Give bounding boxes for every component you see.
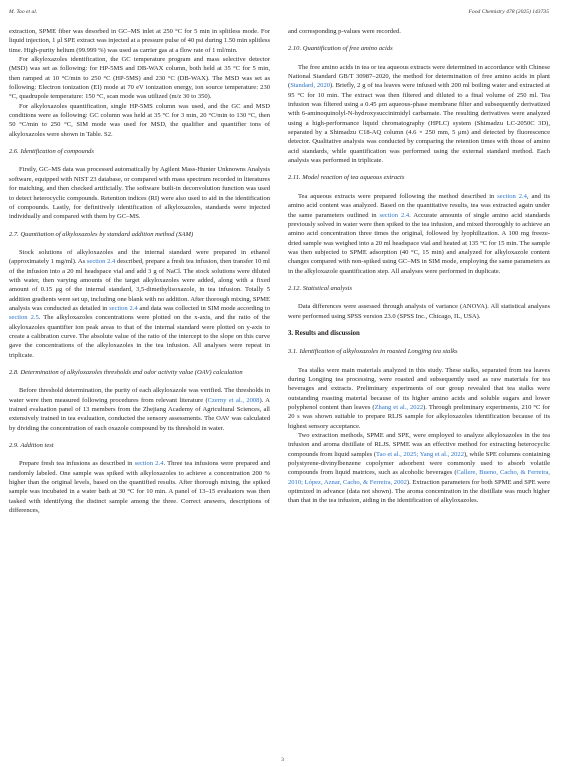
running-header-journal: Food Chemistry 478 (2025) 143735 xyxy=(468,9,549,15)
paragraph: Stock solutions of alkyloxazoles and the internal standard were prepared in ethanol (approximately 1 mg/ml). As section 2.4 described, prepare a fresh tea infusion, then transfer 10 ml of the infusion into a 20 ml headspace vial and add 3 g of NaCl. The stock solutions were diluted with water, then varying amounts of the target alkyloxazoles were added, along with a fixed amount of 0.15 μg of the internal standard, 3,5-dimethylisoxazole, in tea infusion. Totally 5 addition gradients were set up, including one blank with no addition. After thorough mixing, SPME analysis was conducted as detailed in section 2.4 and data was collected in SIM mode according to section 2.5. The alkyloxazoles concentrations were plotted on the x-axis, and the ratio of the alkyloxazoles quantifier ion peak areas to that of the internal standard were plotted on y-axis to create a calibration curve. The absolute value of the ratio of the intercept to the slope on this curve gave the concentrations of the alkyloxazoles in the tea infusion. All analyses were repeat in triplicate. xyxy=(9,248,270,359)
paragraph: Firstly, GC–MS data was processed automatically by Agilent Mass-Hunter Unknowns Analysis software, equipped with NIST 23 database, or compared with mass spectrum recorded in literatures for matching, and then checked artificially. The software built-in deconvolution function was used to detect heterocyclic compounds. Retention indices (RI) were also used to aid in the identification of compounds. Lastly, for definitively identification of alkyloxazoles, standards were injected individually and compared with them by GC–MS. xyxy=(9,166,270,221)
section-heading-2-8: 2.8. Determination of alkyloxazoles thresholds and odor activity value (OAV) calculation xyxy=(9,369,243,376)
citation-link[interactable]: Czerny et al., 2008 xyxy=(207,396,260,404)
section-link[interactable]: section 2.4 xyxy=(109,304,138,312)
paragraph: The free amino acids in tea or tea aqueous extracts were determined in accordance with Chinese National Standard GB/T 30987–2020, the method for determination of free amino acids in plant (Standard, 2020). Briefly, 2 g of tea leaves were infused with 200 ml boiling water and extracted at 95 °C for 10 min. The extract was then filtered and diluted to a final volume of 250 ml. Tea infusion was filtered using a 0.45 μm aqueous-phase membrane filter and subsequently derivatized with 6-aminoquinolyl-N-hydroxysuccinimidyl carbamate. The resulting derivatives were analyzed using a high-performance liquid chromatography (HPLC) system (Shimadzu LC-2050C 3D), separated by a Shimadzu C18-AQ column (4.6 × 250 mm, 5 μm) and detected by fluorescence detector. Qualitative analysis was conducted by comparing the retention times with those of amino acid standards, while quantification was performed using the external standard method. Each analysis was performed in triplicate. xyxy=(288,63,550,165)
section-link[interactable]: section 2.4 xyxy=(497,192,527,200)
citation-link[interactable]: Tao et al., 2025; Yang et al., 2022 xyxy=(376,450,464,458)
paragraph: Prepare fresh tea infusions as described in section 2.4. Three tea infusions were prepared and randomly labeled. One sample was spiked with alkyloxazoles to achieve a concentration 200 % higher than the original levels, based on the quantified results. After thorough mixing, the spiked sample was incubated in a water bath at 30 °C for 10 min. A panel of 13–15 evaluators was then tasked with identifying the distinct sample among the three. Correct answers, descriptions of differences, xyxy=(9,460,270,515)
page-number: 3 xyxy=(281,757,284,763)
paragraph: extraction, SPME fiber was desorbed in GC–MS inlet at 250 °C for 5 min in splitless mode. For liquid injection, 1 μl SPE extract was injected at a pressure pulse of 40 psi during 1.50 min splitless time. High-purity helium (99.999 %) was used as carrier gas at a flow rate of 1 ml/min. xyxy=(9,28,270,54)
section-link[interactable]: section 2.5 xyxy=(9,314,39,322)
section-heading-2-9: 2.9. Addition test xyxy=(9,442,54,450)
section-heading-2-7: 2.7. Quantitation of alkyloxazoles by standard addition method (SAM) xyxy=(9,230,194,238)
section-heading-2-10: 2.10. Quantification of free amino acids xyxy=(288,45,393,53)
section-link[interactable]: section 2.4 xyxy=(86,258,116,266)
section-heading-3-1: 3.1. Identification of alkyloxazoles in roasted Longjing tea stalks xyxy=(288,348,458,356)
left-column xyxy=(9,27,270,515)
running-header-authors: M. Tao et al. xyxy=(9,9,38,15)
section-heading-2-11: 2.11. Model reaction of tea aqueous extracts xyxy=(288,174,405,182)
section-heading-3: 3. Results and discussion xyxy=(288,329,360,337)
paragraph: For alkyloxazoles identification, the GC temperature program and mass selective detector (MSD) was set as following: for HP-5MS and DB-WAX column, both held at 35 °C for 5 min, then ramped at 10 °C/min to 250 °C (HP-5MS) and 230 °C (DB-WAX). The MSD was set as following: Electron ionization (EI) mode at 70 eV ionization energy, ion source temperature: 230 °C, quadrupole temperature: 150 °C, scan mode was utilized (m/z 30 to 350). xyxy=(9,56,270,101)
paragraph: Tea aqueous extracts were prepared following the method described in section 2.4, and its amino acid content was analyzed. Based on the quantitative results, tea was extracted again under the same parameters outlined in section 2.4. Accurate amounts of single amino acid standards previously solved in water were then spiked to the tea infusion, and mixed thoroughly to achieve an amino acid concentration three times the original, followed by lyophilization. A 100 mg freeze-dried sample was weighed into a 20 ml headspace vial and heated at 135 °C for 15 min. The sample was then subjected to SPME adsorption (40 °C, 15 min) and analyzed for alkyloxazole content changes compared with non-spiked using GC–MS in SIM mode, employing the same parameters as in the alkyloxazole quantification step. All analyses were performed in duplicate. xyxy=(288,192,550,275)
section-heading-2-6: 2.6. Identification of compounds xyxy=(9,148,94,156)
paragraph: Tea stalks were main materials analyzed in this study. These stalks, separated from tea leaves during Longjing tea processing, were roasted and subsequently used as raw materials for tea beverages and extracts. Preliminary experiments of our group revealed that tea stalks were outstanding roasting material because of its higher amino acids and soluble sugars and lower polyphenol content than leaves (Zhang et al., 2022). Through preliminary experiments, 210 °C for 20 s was shown suitable to prepare RLJS sample for alkyloxazoles identification because of its highest sensory acceptance. xyxy=(288,366,551,430)
paragraph: Before threshold determination, the purity of each alkyloxazole was verified. The thresholds in water were then measured following procedures from relevant literature (Czerny et al., 2008). A trained evaluation panel of 13 members from the Zhejiang Academy of Agricultural Sciences, all extensively trained in tea evaluation, conducted the sensory assessments. The OAV was calculated by dividing the concentration of each oxazole compound by its threshold in water. xyxy=(9,387,270,432)
citation-link[interactable]: Zhang et al., 2022 xyxy=(374,404,424,411)
paragraph: For alkyloxazoles quantification, single HP-5MS column was used, and the GC and MSD conditions were as following: GC column was held at 35 °C for 3 min, 20 °C/min to 130 °C, then 50 °C/min to 250 °C, SIM mode was used for MSD, the qualifier and quantifier ions of alkyloxazoles were shown in Table. S2. xyxy=(9,102,270,138)
citation-link[interactable]: Callere, Bueno, Cacho, & Ferreira, 2010; López, Aznar, Cacho, & Ferreira, 2002 xyxy=(288,469,550,486)
right-column xyxy=(288,27,550,506)
section-heading-2-12: 2.12. Statistical analysis xyxy=(288,284,353,292)
citation-link[interactable]: Standard, 2020 xyxy=(290,82,330,90)
paragraph: and corresponding p-values were recorded. xyxy=(288,28,401,35)
section-link[interactable]: section 2.4 xyxy=(379,211,410,219)
section-link[interactable]: section 2.4 xyxy=(134,460,164,468)
paragraph: Two extraction methods, SPME and SPE, were employed to analyze alkyloxazoles in the tea infusion and aroma distillate of RLJS. SPME was an effective method for extracting heterocyclic compounds from liquid samples (Tao et al., 2025; Yang et al., 2022), while SPE columns containing polystyrene-divinylbenzene copolymer adsorbent were commonly used to absorb volatile compounds from liquid matrices, such as alcoholic beverages (Callere, Bueno, Cacho, & Ferreira, 2010; López, Aznar, Cacho, & Ferreira, 2002). Extraction parameters for both SPME and SPE were optimized in advance (data not shown). The aroma concentration in the distillate was much higher than that in the tea infusion, aiding in the identification of alkyloxazoles. xyxy=(288,432,550,505)
paragraph: Data differences were assessed through analysis of variance (ANOVA). All statistical analyses were performed using SPSS version 23.0 (SPSS Inc., Chicago, IL, USA). xyxy=(288,303,550,320)
